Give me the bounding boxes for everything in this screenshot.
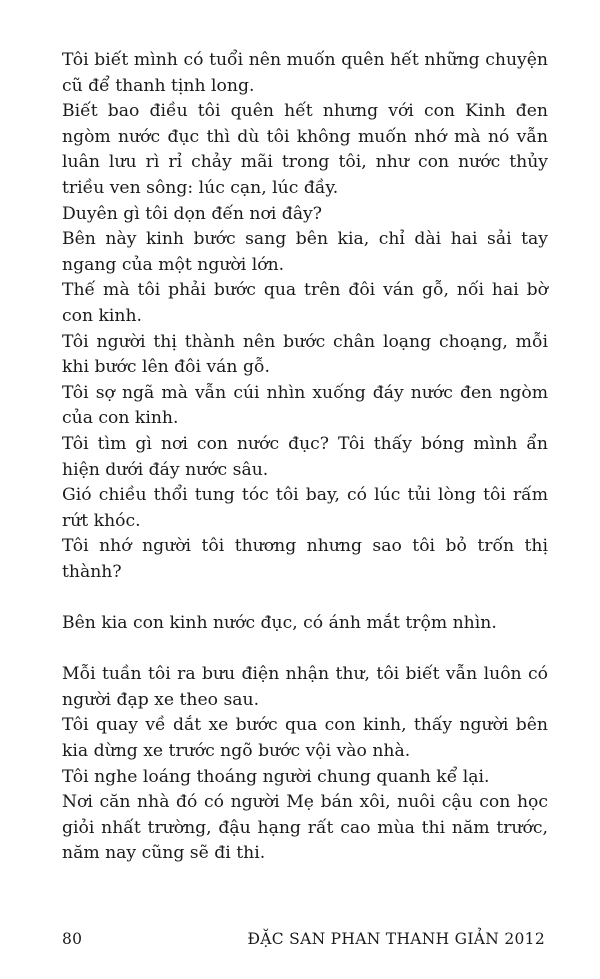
page-footer <box>62 930 545 948</box>
paragraph-14: Tôi nghe loáng thoáng người chung quanh kể lại. <box>62 766 490 787</box>
paragraph-11: Bên kia con kinh nước đục, có ánh mắt trộm nhìn. <box>62 613 497 634</box>
body-text <box>62 48 548 867</box>
paragraph-2: Biết bao điều tôi quên hết nhưng với con Kinh đen ngòm nước đục thì dù tôi không muốn nhớ mà nó vẫn luân lưu rì rỉ chảy mãi trong tôi, như con nước thủy triều ven sông: lúc cạn, lúc đầy. <box>62 101 548 198</box>
paragraph-6: Tôi người thị thành nên bước chân loạng choạng, mỗi khi bước lên đôi ván gỗ. <box>62 331 548 378</box>
paragraph-7: Tôi sợ ngã mà vẫn cúi nhìn xuống đáy nước đen ngòm của con kinh. <box>62 382 548 429</box>
paragraph-12: Mỗi tuần tôi ra bưu điện nhận thư, tôi biết vẫn luôn có người đạp xe theo sau. <box>62 664 548 710</box>
paragraph-10: Tôi nhớ người tôi thương nhưng sao tôi bỏ trốn thị thành? <box>62 536 548 582</box>
publication-title: ĐẶC SAN PHAN THANH GIẢN 2012 <box>247 930 545 948</box>
paragraph-8: Tôi tìm gì nơi con nước đục? Tôi thấy bóng mình ẩn hiện dưới đáy nước sâu. <box>62 433 548 480</box>
paragraph-3: Duyên gì tôi dọn đến nơi đây? <box>62 203 322 224</box>
paragraph-spacer <box>62 637 548 663</box>
paragraph-15: Nơi căn nhà đó có người Mẹ bán xôi, nuôi cậu con học giỏi nhất trường, đậu hạng rất cao mùa thi năm trước, năm nay cũng sẽ đi thi. <box>62 792 548 864</box>
paragraph-9: Gió chiều thổi tung tóc tôi bay, có lúc tủi lòng tôi rấm rứt khóc. <box>62 485 548 531</box>
paragraph-1: Tôi biết mình có tuổi nên muốn quên hết những chuyện cũ để thanh tịnh long. <box>62 50 548 96</box>
page-number: 80 <box>62 930 83 948</box>
paragraph-5: Thế mà tôi phải bước qua trên đôi ván gỗ, nối hai bờ con kinh. <box>62 280 548 326</box>
paragraph-13: Tôi quay về dắt xe bước qua con kinh, thấy người bên kia dừng xe trước ngõ bước vội vào nhà. <box>62 715 548 762</box>
paragraph-4: Bên này kinh bước sang bên kia, chỉ dài hai sải tay ngang của một người lớn. <box>62 229 548 275</box>
paragraph-spacer <box>62 585 548 611</box>
